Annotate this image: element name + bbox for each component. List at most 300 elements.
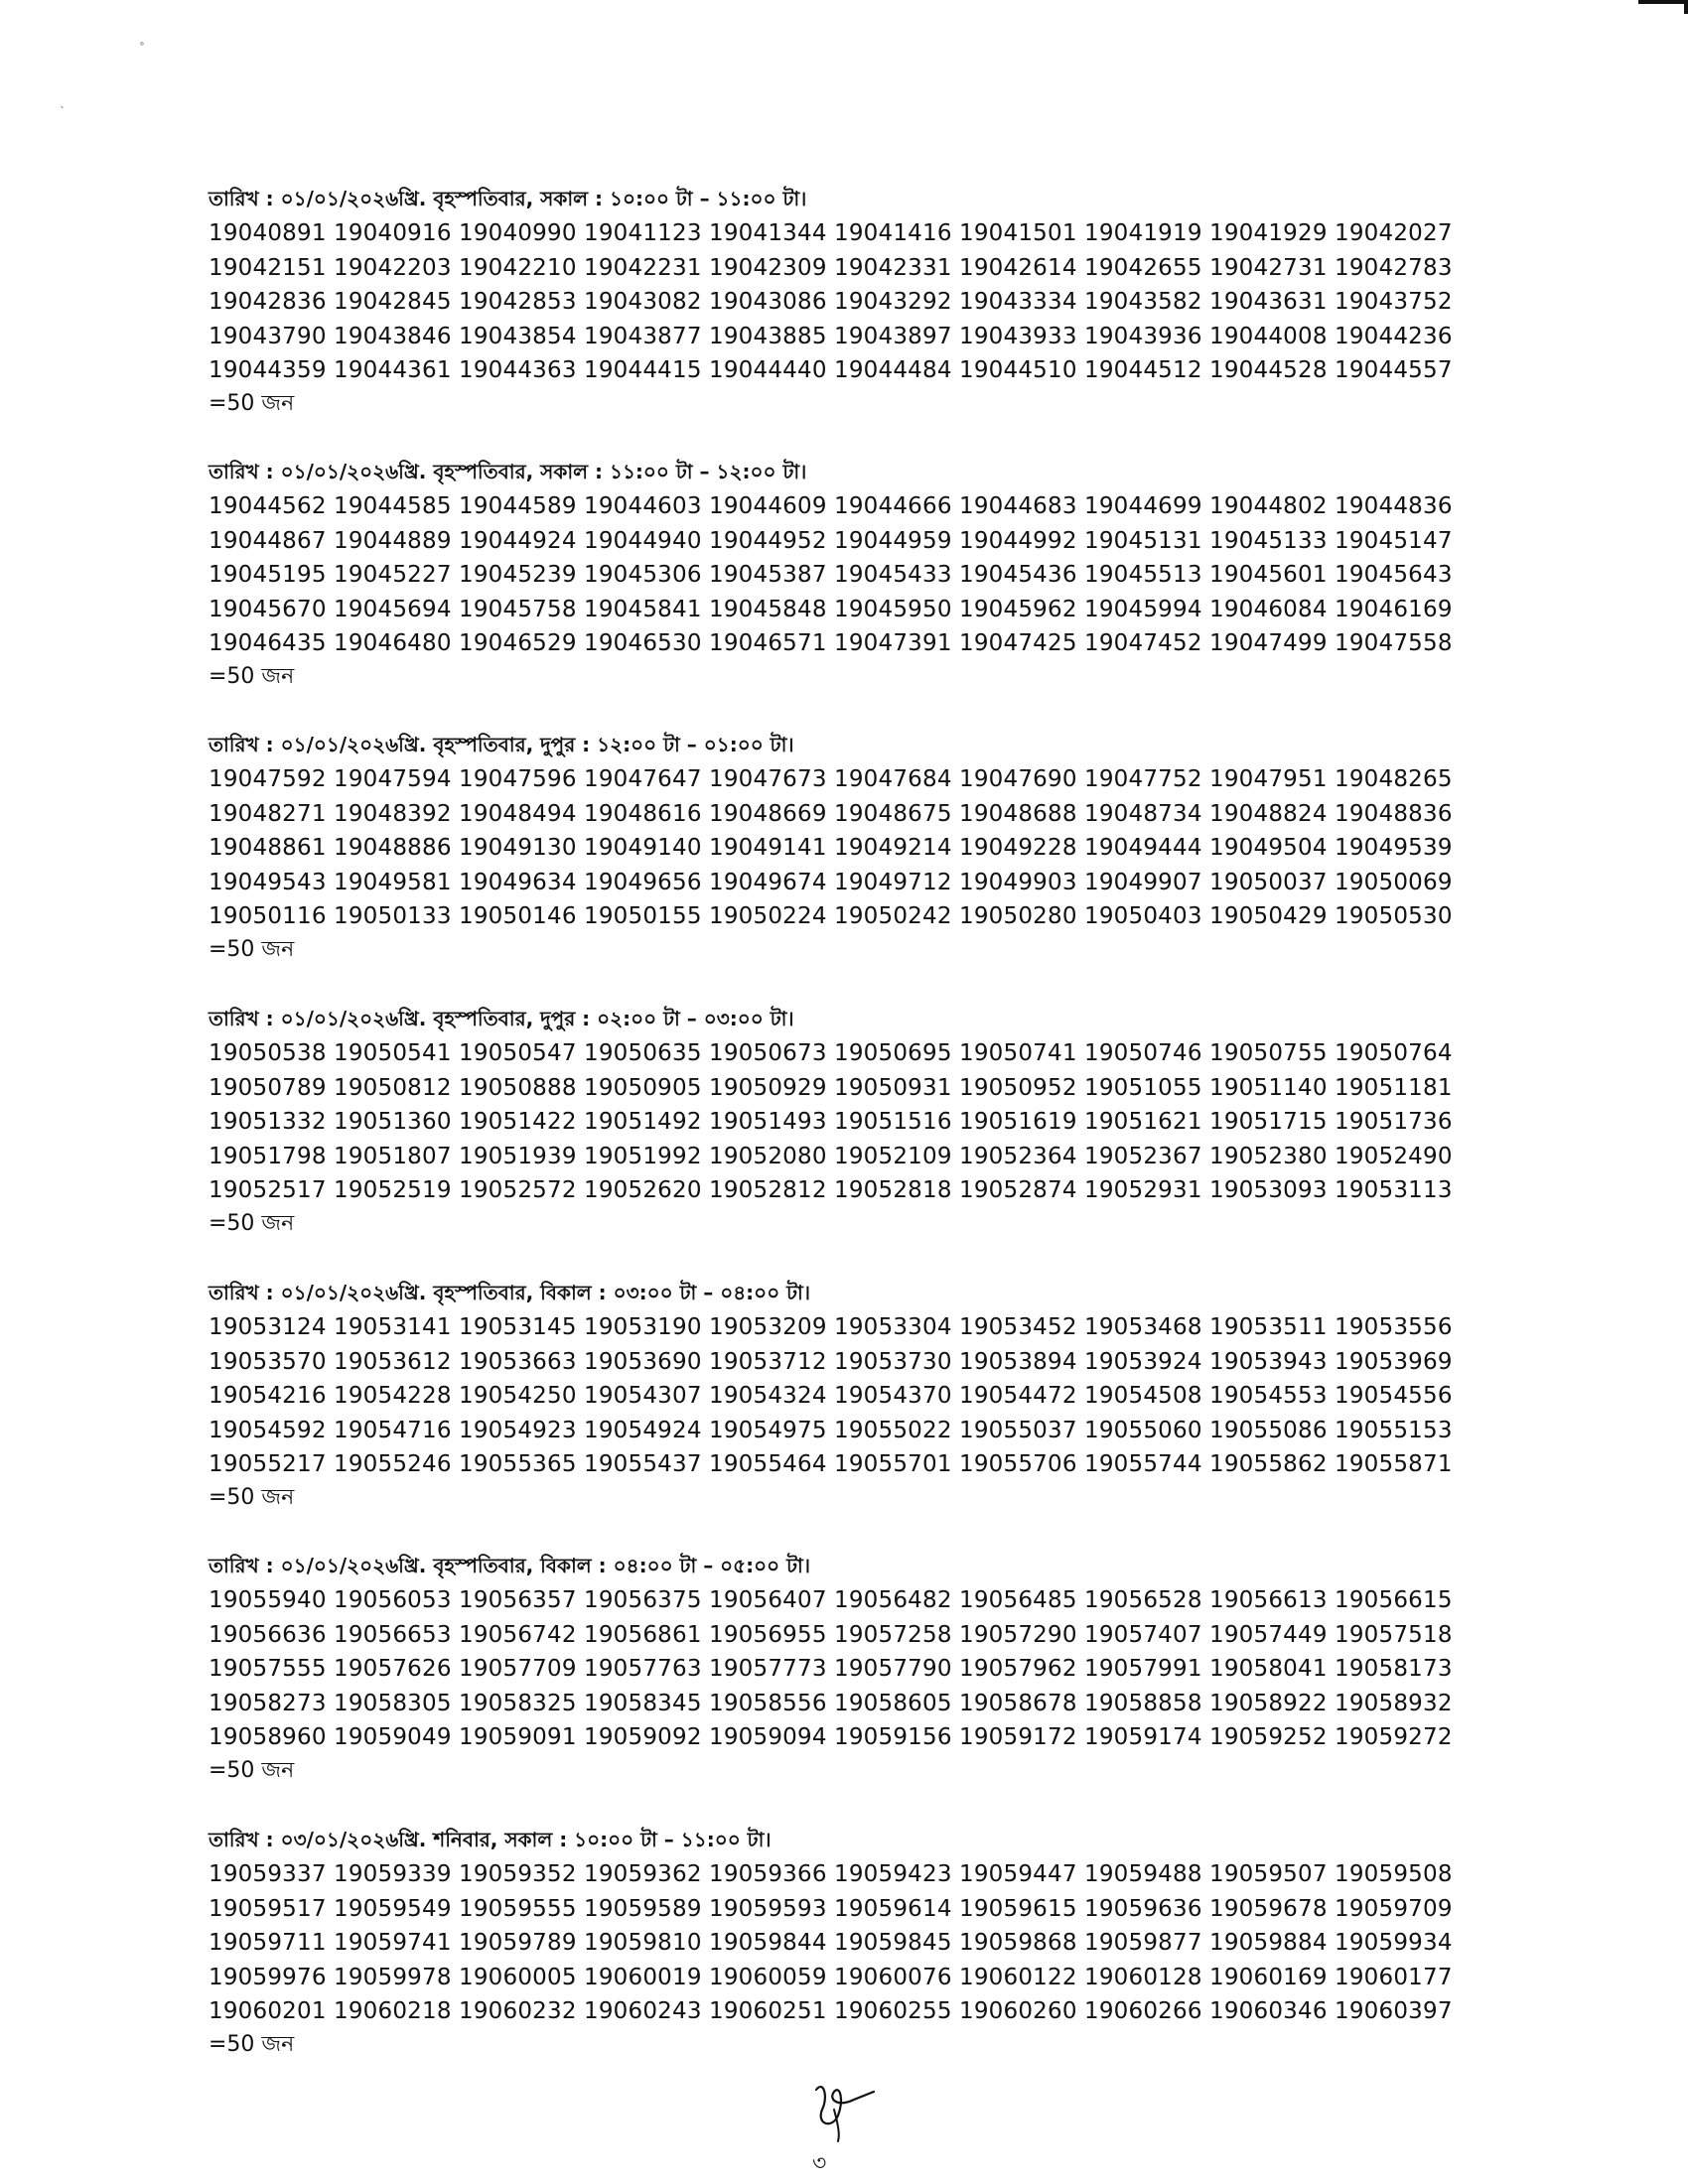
candidate-id: 19041123 xyxy=(584,220,702,247)
candidate-id: 19055037 xyxy=(959,1417,1077,1443)
candidate-id: 19044363 xyxy=(459,357,577,384)
candidate-id: 19047673 xyxy=(709,766,827,793)
candidate-id: 19059589 xyxy=(584,1895,702,1922)
candidate-id: 19049539 xyxy=(1335,835,1453,862)
candidate-id: 19058605 xyxy=(834,1690,952,1716)
candidate-id: 19044889 xyxy=(334,527,452,554)
candidate-id: 19051736 xyxy=(1335,1109,1453,1136)
candidate-id: 19047684 xyxy=(834,766,952,793)
id-row xyxy=(209,762,1499,797)
id-row xyxy=(209,1892,1499,1927)
candidate-id: 19043936 xyxy=(1084,323,1202,349)
id-row xyxy=(209,251,1499,286)
candidate-id: 19053468 xyxy=(1084,1314,1202,1341)
candidate-id: 19047425 xyxy=(959,630,1077,657)
candidate-id: 19046435 xyxy=(209,630,327,657)
candidate-id: 19055940 xyxy=(209,1587,327,1614)
candidate-id: 19045643 xyxy=(1335,562,1453,589)
candidate-id: 19058325 xyxy=(459,1690,577,1716)
candidate-id: 19053124 xyxy=(209,1314,327,1341)
candidate-id: 19056485 xyxy=(959,1587,1077,1614)
candidate-id: 19060005 xyxy=(459,1964,577,1990)
candidate-id: 19045133 xyxy=(1209,527,1328,554)
candidate-id: 19044802 xyxy=(1209,493,1328,520)
candidate-id: 19058678 xyxy=(959,1690,1077,1716)
candidate-id: 19049581 xyxy=(334,869,452,895)
candidate-id: 19054553 xyxy=(1209,1383,1328,1410)
candidate-id: 19060251 xyxy=(709,1998,827,2025)
id-row xyxy=(209,1071,1499,1106)
candidate-id: 19043631 xyxy=(1209,289,1328,316)
candidate-id: 19052517 xyxy=(209,1177,327,1204)
candidate-id: 19042853 xyxy=(459,289,577,316)
schedule-section xyxy=(209,454,1499,693)
candidate-id: 19048861 xyxy=(209,835,327,862)
section-heading: তারিখ : ০১/০১/২০২৬খ্রি. বৃহস্পতিবার, দুপুর : ০২:০০ টা – ০৩:০০ টা। xyxy=(209,1007,794,1030)
candidate-id: 19059709 xyxy=(1335,1895,1453,1922)
candidate-id: 19044512 xyxy=(1084,357,1202,384)
candidate-id: 19055086 xyxy=(1209,1417,1328,1443)
candidate-id: 19046571 xyxy=(709,630,827,657)
candidate-id: 19052931 xyxy=(1084,1177,1202,1204)
candidate-id: 19053969 xyxy=(1335,1348,1453,1375)
candidate-id: 19042331 xyxy=(834,254,952,281)
candidate-id: 19054923 xyxy=(459,1417,577,1443)
candidate-id: 19045694 xyxy=(334,596,452,622)
candidate-id: 19057258 xyxy=(834,1621,952,1648)
candidate-id: 19053511 xyxy=(1209,1314,1328,1341)
candidate-id: 19043854 xyxy=(459,323,577,349)
candidate-id: 19044361 xyxy=(334,357,452,384)
candidate-id: 19044836 xyxy=(1335,493,1453,520)
candidate-id: 19053690 xyxy=(584,1348,702,1375)
candidate-id: 19048265 xyxy=(1335,766,1453,793)
candidate-id: 19048669 xyxy=(709,800,827,827)
candidate-id: 19043790 xyxy=(209,323,327,349)
candidate-id: 19045841 xyxy=(584,596,702,622)
candidate-id: 19044484 xyxy=(834,357,952,384)
candidate-id: 19059884 xyxy=(1209,1930,1328,1957)
candidate-id: 19050812 xyxy=(334,1074,452,1101)
candidate-id: 19053663 xyxy=(459,1348,577,1375)
candidate-id: 19055437 xyxy=(584,1451,702,1478)
section-total: =50 জন xyxy=(209,1484,295,1510)
section-total: =50 জন xyxy=(209,1210,295,1236)
candidate-id: 19044683 xyxy=(959,493,1077,520)
candidate-id: 19051055 xyxy=(1084,1074,1202,1101)
candidate-id: 19050280 xyxy=(959,903,1077,930)
id-row xyxy=(209,558,1499,593)
candidate-id: 19050905 xyxy=(584,1074,702,1101)
candidate-id: 19050952 xyxy=(959,1074,1077,1101)
candidate-id: 19059934 xyxy=(1335,1930,1453,1957)
schedule-section xyxy=(209,1001,1499,1240)
candidate-id: 19058305 xyxy=(334,1690,452,1716)
candidate-id: 19056861 xyxy=(584,1621,702,1648)
candidate-id: 19043877 xyxy=(584,323,702,349)
page-number: ৩ xyxy=(812,2151,827,2176)
candidate-id: 19054370 xyxy=(834,1383,952,1410)
candidate-id: 19057991 xyxy=(1084,1656,1202,1683)
candidate-id: 19052364 xyxy=(959,1143,1077,1169)
candidate-id: 19048675 xyxy=(834,800,952,827)
candidate-id: 19060122 xyxy=(959,1964,1077,1990)
candidate-id: 19049712 xyxy=(834,869,952,895)
candidate-id: 19044609 xyxy=(709,493,827,520)
candidate-id: 19044510 xyxy=(959,357,1077,384)
candidate-id: 19047752 xyxy=(1084,766,1202,793)
signature xyxy=(794,2070,884,2144)
id-row xyxy=(209,1140,1499,1174)
candidate-id: 19053712 xyxy=(709,1348,827,1375)
candidate-id: 19055701 xyxy=(834,1451,952,1478)
id-row xyxy=(209,216,1499,251)
candidate-id: 19050746 xyxy=(1084,1040,1202,1067)
id-row xyxy=(209,866,1499,900)
candidate-id: 19048734 xyxy=(1084,800,1202,827)
candidate-id: 19050755 xyxy=(1209,1040,1328,1067)
candidate-id: 19049634 xyxy=(459,869,577,895)
candidate-id: 19049674 xyxy=(709,869,827,895)
id-row xyxy=(209,1652,1499,1687)
candidate-id: 19057763 xyxy=(584,1656,702,1683)
candidate-id: 19045950 xyxy=(834,596,952,622)
section-total: =50 জন xyxy=(209,1757,295,1783)
candidate-id: 19055871 xyxy=(1335,1451,1453,1478)
candidate-id: 19045436 xyxy=(959,562,1077,589)
candidate-id: 19044589 xyxy=(459,493,577,520)
candidate-id: 19053894 xyxy=(959,1348,1077,1375)
candidate-id: 19045601 xyxy=(1209,562,1328,589)
candidate-id: 19059091 xyxy=(459,1724,577,1751)
id-row xyxy=(209,899,1499,934)
candidate-id: 19044236 xyxy=(1335,323,1453,349)
id-row xyxy=(209,1687,1499,1721)
candidate-id: 19050133 xyxy=(334,903,452,930)
candidate-id: 19044959 xyxy=(834,527,952,554)
candidate-id: 19058858 xyxy=(1084,1690,1202,1716)
candidate-id: 19051619 xyxy=(959,1109,1077,1136)
candidate-id: 19059508 xyxy=(1335,1861,1453,1888)
candidate-id: 19047647 xyxy=(584,766,702,793)
candidate-id: 19046169 xyxy=(1335,596,1453,622)
candidate-id: 19059711 xyxy=(209,1930,327,1957)
candidate-id: 19049228 xyxy=(959,835,1077,862)
candidate-id: 19054216 xyxy=(209,1383,327,1410)
candidate-id: 19054556 xyxy=(1335,1383,1453,1410)
page-edge-mark xyxy=(1638,0,1688,14)
candidate-id: 19054307 xyxy=(584,1383,702,1410)
candidate-id: 19048494 xyxy=(459,800,577,827)
candidate-id: 19055217 xyxy=(209,1451,327,1478)
candidate-id: 19056955 xyxy=(709,1621,827,1648)
schedule-section xyxy=(209,181,1499,420)
candidate-id: 19042655 xyxy=(1084,254,1202,281)
candidate-id: 19053570 xyxy=(209,1348,327,1375)
candidate-id: 19040916 xyxy=(334,220,452,247)
candidate-id: 19054250 xyxy=(459,1383,577,1410)
id-row xyxy=(209,1720,1499,1755)
candidate-id: 19050242 xyxy=(834,903,952,930)
section-total: =50 জন xyxy=(209,663,295,689)
candidate-id: 19057555 xyxy=(209,1656,327,1683)
section-heading: তারিখ : ০১/০১/২০২৬খ্রি. বৃহস্পতিবার, দুপুর : ১২:০০ টা – ০১:০০ টা। xyxy=(209,733,794,756)
candidate-id: 19049656 xyxy=(584,869,702,895)
id-row xyxy=(209,1173,1499,1208)
candidate-id: 19044562 xyxy=(209,493,327,520)
candidate-id: 19042731 xyxy=(1209,254,1328,281)
candidate-id: 19050530 xyxy=(1335,903,1453,930)
candidate-id: 19047391 xyxy=(834,630,952,657)
candidate-id: 19059614 xyxy=(834,1895,952,1922)
candidate-id: 19055153 xyxy=(1335,1417,1453,1443)
id-row xyxy=(209,831,1499,866)
candidate-id: 19053141 xyxy=(334,1314,452,1341)
candidate-id: 19060255 xyxy=(834,1998,952,2025)
id-row xyxy=(209,1618,1499,1653)
candidate-id: 19043846 xyxy=(334,323,452,349)
id-row xyxy=(209,489,1499,524)
candidate-id: 19044415 xyxy=(584,357,702,384)
scan-speck: ˎ xyxy=(60,94,66,108)
candidate-id: 19045239 xyxy=(459,562,577,589)
candidate-id: 19044585 xyxy=(334,493,452,520)
candidate-id: 19050538 xyxy=(209,1040,327,1067)
candidate-id: 19045306 xyxy=(584,562,702,589)
candidate-id: 19043086 xyxy=(709,289,827,316)
id-row xyxy=(209,285,1499,320)
candidate-id: 19052620 xyxy=(584,1177,702,1204)
candidate-id: 19050695 xyxy=(834,1040,952,1067)
candidate-id: 19056742 xyxy=(459,1621,577,1648)
candidate-id: 19050146 xyxy=(459,903,577,930)
candidate-id: 19052490 xyxy=(1335,1143,1453,1169)
candidate-id: 19058273 xyxy=(209,1690,327,1716)
candidate-id: 19042836 xyxy=(209,289,327,316)
candidate-id: 19060346 xyxy=(1209,1998,1328,2025)
candidate-id: 19049141 xyxy=(709,835,827,862)
candidate-id: 19054472 xyxy=(959,1383,1077,1410)
candidate-id: 19054592 xyxy=(209,1417,327,1443)
id-row xyxy=(209,1583,1499,1618)
candidate-id: 19052874 xyxy=(959,1177,1077,1204)
candidate-id: 19050037 xyxy=(1209,869,1328,895)
candidate-id: 19059172 xyxy=(959,1724,1077,1751)
candidate-id: 19057709 xyxy=(459,1656,577,1683)
candidate-id: 19049214 xyxy=(834,835,952,862)
candidate-id: 19050155 xyxy=(584,903,702,930)
candidate-id: 19059366 xyxy=(709,1861,827,1888)
candidate-id: 19058960 xyxy=(209,1724,327,1751)
candidate-id: 19041416 xyxy=(834,220,952,247)
candidate-id: 19056653 xyxy=(334,1621,452,1648)
candidate-id: 19059362 xyxy=(584,1861,702,1888)
candidate-id: 19058173 xyxy=(1335,1656,1453,1683)
candidate-id: 19056482 xyxy=(834,1587,952,1614)
candidate-id: 19056636 xyxy=(209,1621,327,1648)
scan-speck: ˚ xyxy=(139,42,145,56)
candidate-id: 19059877 xyxy=(1084,1930,1202,1957)
candidate-id: 19042151 xyxy=(209,254,327,281)
candidate-id: 19047594 xyxy=(334,766,452,793)
candidate-id: 19060169 xyxy=(1209,1964,1328,1990)
section-total: =50 জন xyxy=(209,390,295,416)
id-row xyxy=(209,1447,1499,1482)
candidate-id: 19044359 xyxy=(209,357,327,384)
candidate-id: 19060128 xyxy=(1084,1964,1202,1990)
candidate-id: 19059094 xyxy=(709,1724,827,1751)
candidate-id: 19049140 xyxy=(584,835,702,862)
candidate-id: 19059488 xyxy=(1084,1861,1202,1888)
candidate-id: 19045670 xyxy=(209,596,327,622)
id-row xyxy=(209,1994,1499,2029)
candidate-id: 19052519 xyxy=(334,1177,452,1204)
candidate-id: 19041929 xyxy=(1209,220,1328,247)
candidate-id: 19059636 xyxy=(1084,1895,1202,1922)
candidate-id: 19049907 xyxy=(1084,869,1202,895)
schedule-section xyxy=(209,1548,1499,1787)
candidate-id: 19053452 xyxy=(959,1314,1077,1341)
candidate-id: 19055706 xyxy=(959,1451,1077,1478)
candidate-id: 19044699 xyxy=(1084,493,1202,520)
candidate-id: 19041344 xyxy=(709,220,827,247)
candidate-id: 19051516 xyxy=(834,1109,952,1136)
candidate-id: 19050789 xyxy=(209,1074,327,1101)
section-heading: তারিখ : ০১/০১/২০২৬খ্রি. বৃহস্পতিবার, বিকাল : ০৩:০০ টা – ০৪:০০ টা। xyxy=(209,1281,811,1304)
candidate-id: 19048392 xyxy=(334,800,452,827)
candidate-id: 19042783 xyxy=(1335,254,1453,281)
candidate-id: 19049504 xyxy=(1209,835,1328,862)
candidate-id: 19050931 xyxy=(834,1074,952,1101)
candidate-id: 19043897 xyxy=(834,323,952,349)
candidate-id: 19053730 xyxy=(834,1348,952,1375)
id-row xyxy=(209,320,1499,354)
candidate-id: 19043334 xyxy=(959,289,1077,316)
id-row xyxy=(209,1036,1499,1071)
candidate-id: 19056357 xyxy=(459,1587,577,1614)
candidate-id: 19052367 xyxy=(1084,1143,1202,1169)
candidate-id: 19047592 xyxy=(209,766,327,793)
candidate-id: 19058932 xyxy=(1335,1690,1453,1716)
candidate-id: 19056407 xyxy=(709,1587,827,1614)
candidate-id: 19048688 xyxy=(959,800,1077,827)
candidate-id: 19050541 xyxy=(334,1040,452,1067)
candidate-id: 19048824 xyxy=(1209,800,1328,827)
candidate-id: 19059845 xyxy=(834,1930,952,1957)
candidate-id: 19044924 xyxy=(459,527,577,554)
candidate-id: 19045433 xyxy=(834,562,952,589)
candidate-id: 19060201 xyxy=(209,1998,327,2025)
candidate-id: 19056053 xyxy=(334,1587,452,1614)
section-heading: তারিখ : ০১/০১/২০২৬খ্রি. বৃহস্পতিবার, সকাল : ১১:০০ টা – ১২:০০ টা। xyxy=(209,460,807,483)
id-row xyxy=(209,626,1499,661)
id-row xyxy=(209,1926,1499,1961)
candidate-id: 19050888 xyxy=(459,1074,577,1101)
candidate-id: 19059789 xyxy=(459,1930,577,1957)
candidate-id: 19059092 xyxy=(584,1724,702,1751)
candidate-id: 19060243 xyxy=(584,1998,702,2025)
candidate-id: 19051493 xyxy=(709,1109,827,1136)
candidate-id: 19049130 xyxy=(459,835,577,862)
candidate-id: 19059810 xyxy=(584,1930,702,1957)
candidate-id: 19060076 xyxy=(834,1964,952,1990)
id-row xyxy=(209,524,1499,559)
candidate-id: 19060019 xyxy=(584,1964,702,1990)
candidate-id: 19055365 xyxy=(459,1451,577,1478)
candidate-id: 19048886 xyxy=(334,835,452,862)
candidate-id: 19040990 xyxy=(459,220,577,247)
section-heading: তারিখ : ০৩/০১/২০২৬খ্রি. শনিবার, সকাল : ১০:০০ টা – ১১:০০ টা। xyxy=(209,1828,772,1851)
candidate-id: 19059049 xyxy=(334,1724,452,1751)
candidate-id: 19059272 xyxy=(1335,1724,1453,1751)
candidate-id: 19059337 xyxy=(209,1861,327,1888)
candidate-id: 19050635 xyxy=(584,1040,702,1067)
candidate-id: 19055862 xyxy=(1209,1451,1328,1478)
candidate-id: 19057407 xyxy=(1084,1621,1202,1648)
candidate-id: 19053304 xyxy=(834,1314,952,1341)
candidate-id: 19051939 xyxy=(459,1143,577,1169)
candidate-id: 19053113 xyxy=(1335,1177,1453,1204)
id-row xyxy=(209,1345,1499,1380)
candidate-id: 19053209 xyxy=(709,1314,827,1341)
id-row xyxy=(209,593,1499,627)
schedule-section xyxy=(209,1275,1499,1514)
candidate-id: 19048616 xyxy=(584,800,702,827)
candidate-id: 19056528 xyxy=(1084,1587,1202,1614)
candidate-id: 19053943 xyxy=(1209,1348,1328,1375)
candidate-id: 19051332 xyxy=(209,1109,327,1136)
candidate-id: 19053145 xyxy=(459,1314,577,1341)
candidate-id: 19059741 xyxy=(334,1930,452,1957)
id-row xyxy=(209,1414,1499,1448)
candidate-id: 19057626 xyxy=(334,1656,452,1683)
candidate-id: 19059615 xyxy=(959,1895,1077,1922)
candidate-id: 19059678 xyxy=(1209,1895,1328,1922)
candidate-id: 19059352 xyxy=(459,1861,577,1888)
candidate-id: 19043933 xyxy=(959,323,1077,349)
candidate-id: 19045962 xyxy=(959,596,1077,622)
candidate-id: 19059976 xyxy=(209,1964,327,1990)
candidate-id: 19058556 xyxy=(709,1690,827,1716)
id-row xyxy=(209,1379,1499,1414)
candidate-id: 19052109 xyxy=(834,1143,952,1169)
candidate-id: 19059447 xyxy=(959,1861,1077,1888)
candidate-id: 19053612 xyxy=(334,1348,452,1375)
candidate-id: 19051621 xyxy=(1084,1109,1202,1136)
candidate-id: 19044557 xyxy=(1335,357,1453,384)
candidate-id: 19046480 xyxy=(334,630,452,657)
candidate-id: 19047690 xyxy=(959,766,1077,793)
candidate-id: 19042203 xyxy=(334,254,452,281)
candidate-id: 19056375 xyxy=(584,1587,702,1614)
candidate-id: 19059549 xyxy=(334,1895,452,1922)
candidate-id: 19049444 xyxy=(1084,835,1202,862)
section-total: =50 জন xyxy=(209,2031,295,2057)
candidate-id: 19051140 xyxy=(1209,1074,1328,1101)
schedule-section xyxy=(209,1822,1499,2061)
candidate-id: 19048271 xyxy=(209,800,327,827)
candidate-id: 19048836 xyxy=(1335,800,1453,827)
candidate-id: 19055464 xyxy=(709,1451,827,1478)
candidate-id: 19051807 xyxy=(334,1143,452,1169)
candidate-id: 19055744 xyxy=(1084,1451,1202,1478)
candidate-id: 19042614 xyxy=(959,254,1077,281)
candidate-id: 19045758 xyxy=(459,596,577,622)
candidate-id: 19055060 xyxy=(1084,1417,1202,1443)
section-heading: তারিখ : ০১/০১/২০২৬খ্রি. বৃহস্পতিবার, সকাল : ১০:০০ টা – ১১:০০ টা। xyxy=(209,187,807,210)
candidate-id: 19050547 xyxy=(459,1040,577,1067)
candidate-id: 19045131 xyxy=(1084,527,1202,554)
